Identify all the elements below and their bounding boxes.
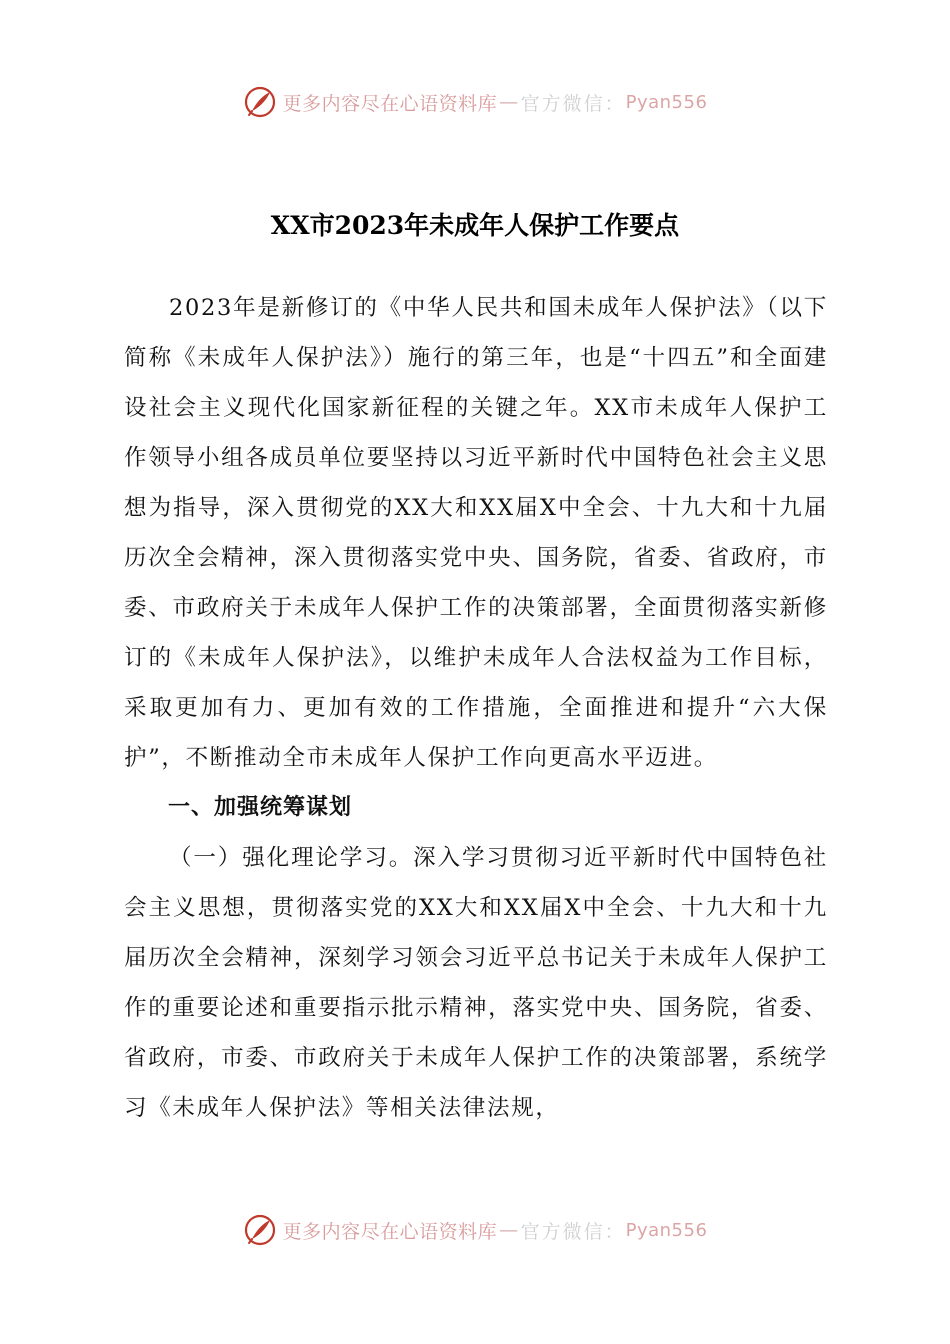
watermark-wechat-handle: Pyan556 xyxy=(625,1219,708,1241)
watermark-brand-text: 更多内容尽在心语资料库 xyxy=(282,1220,498,1243)
watermark-official-label: 官方微信： xyxy=(520,1220,626,1243)
header-watermark xyxy=(0,82,950,122)
document-title: XX市2023年未成年人保护工作要点 xyxy=(270,211,680,240)
watermark-separator: — xyxy=(499,91,519,113)
feather-pen-logo-icon xyxy=(243,85,277,119)
watermark-separator: — xyxy=(499,1219,519,1241)
watermark-brand-text: 更多内容尽在心语资料库 xyxy=(282,92,498,115)
document-body xyxy=(124,283,828,1133)
feather-pen-logo-icon xyxy=(243,1213,277,1247)
section-heading-1: 一、加强统筹谋划 xyxy=(168,795,353,820)
watermark-official-label: 官方微信： xyxy=(520,92,626,115)
footer-watermark xyxy=(0,1210,950,1250)
subsection-paragraph-1: （一）强化理论学习。深入学习贯彻习近平新时代中国特色社会主义思想，贯彻落实党的XX大和XX届X中全会、十九大和十九届历次全会精神，深刻学习领会习近平总书记关于未成年人保护工作的重要论述和重要指示批示精神，落实党中央、国务院，省委、省政府，市委、市政府关于未成年人保护工作的决策部署，系统学习《未成年人保护法》等相关法律法规， xyxy=(124,845,828,1121)
watermark-wechat-handle: Pyan556 xyxy=(625,91,708,113)
intro-paragraph: 2023年是新修订的《中华人民共和国未成年人保护法》（以下简称《未成年人保护法》）施行的第三年，也是“十四五”和全面建设社会主义现代化国家新征程的关键之年。XX市未成年人保护工作领导小组各成员单位要坚持以习近平新时代中国特色社会主义思想为指导，深入贯彻党的XX大和XX届X中全会、十九大和十九届历次全会精神，深入贯彻落实党中央、国务院，省委、省政府，市委、市政府关于未成年人保护工作的决策部署，全面贯彻落实新修订的《未成年人保护法》，以维护未成年人合法权益为工作目标，采取更加有力、更加有效的工作措施，全面推进和提升“六大保护”，不断推动全市未成年人保护工作向更高水平迈进。 xyxy=(124,295,828,771)
